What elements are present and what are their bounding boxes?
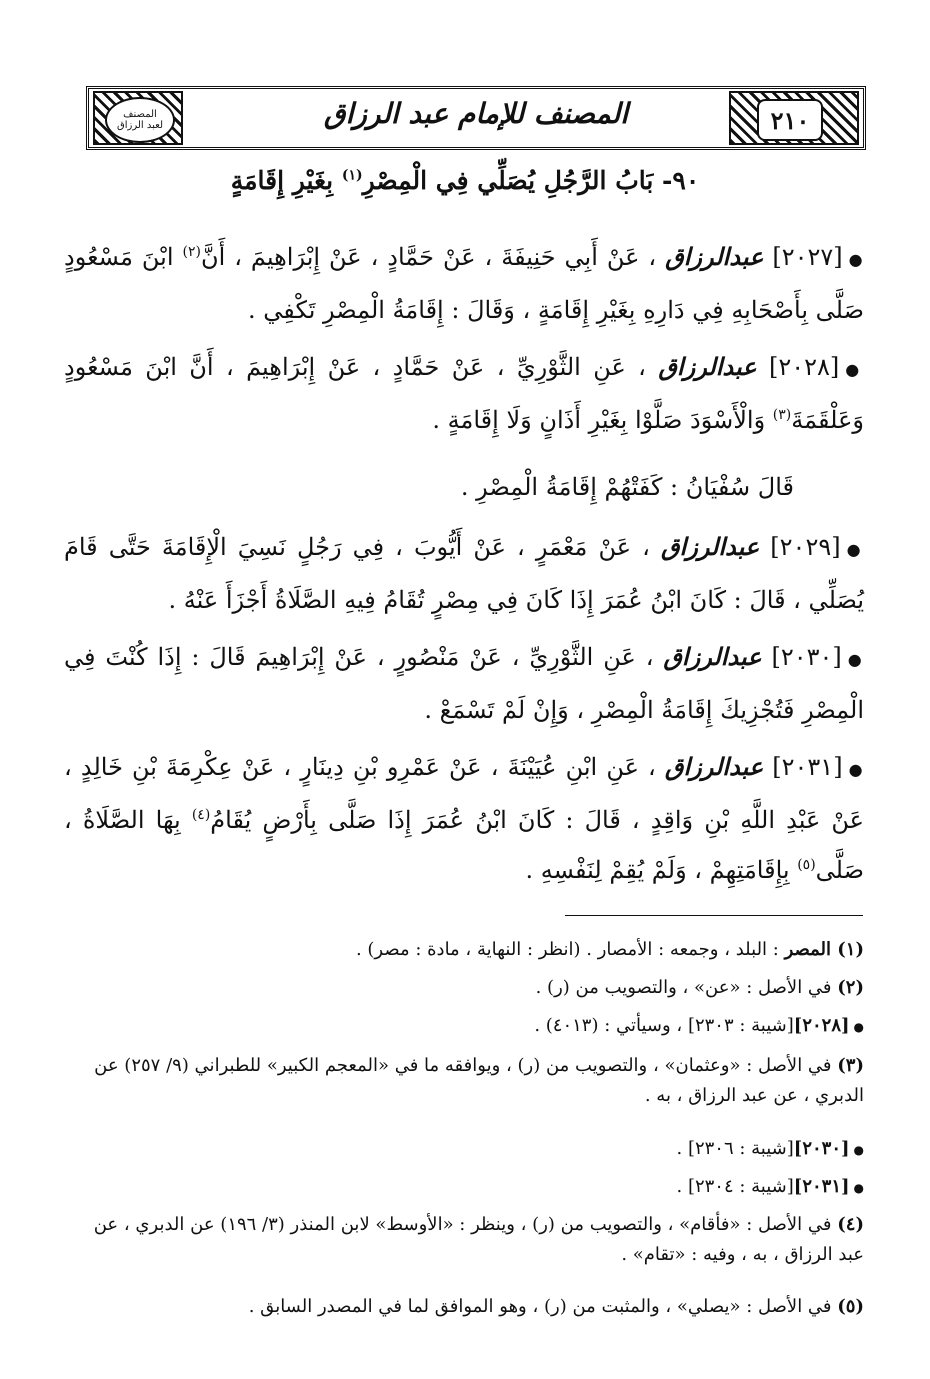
chapter-title-b: بِغَيْرِ إِقَامَةٍ — [230, 166, 342, 195]
emblem-ornament — [93, 91, 183, 145]
page-number: ٢١٠ — [770, 105, 810, 135]
bullet-icon: ● — [853, 1143, 864, 1157]
page-number-ornament — [729, 91, 859, 145]
footnote-ref: (٤) — [191, 807, 211, 823]
footnote — [64, 1051, 864, 1111]
emblem-line-2: لعبد الرزاق — [116, 120, 164, 131]
hadith-text-end: بِإِقَامَتِهِمْ ، وَلَمْ يُقِمْ لِنَفْسِهِ . — [525, 856, 798, 884]
page-number-frame — [757, 99, 823, 141]
sufyan-note: قَالَ سُفْيَانُ : كَفَتْهُمْ إِقَامَةُ الْمِصْرِ . — [460, 473, 794, 501]
bullet-icon: ● — [847, 650, 864, 669]
hadith-entry — [64, 342, 864, 445]
footnote-label: (٢) — [837, 977, 864, 998]
footnote-text: : البلد ، وجمعه : الأمصار . (انظر : النهاية ، مادة : مصر) . — [355, 939, 779, 960]
hadith-number: [٢٠٢٧] — [772, 243, 843, 271]
running-title: المصنف للإمام عبد الرزاق — [323, 97, 629, 130]
narrator: عبدالرزاق — [664, 752, 764, 781]
hadith-number: [٢٠٣٠] — [771, 643, 842, 671]
narrator: عبدالرزاق — [658, 352, 757, 381]
hadith-text-continued: وَالْأَسْوَدَ صَلَّوْا بِغَيْرِ أَذَانٍ وَلَا إِقَامَةٍ . — [432, 406, 773, 434]
footnote — [64, 1210, 864, 1270]
hadith-entry — [64, 232, 864, 335]
narrator: عبدالرزاق — [660, 532, 760, 561]
narrator: عبدالرزاق — [665, 242, 764, 271]
footnote-separator — [565, 915, 863, 916]
footnote-ref: (١) — [341, 167, 363, 184]
footnote-ref: (٥) — [797, 857, 816, 873]
footnote — [64, 973, 864, 1003]
bullet-icon: ● — [848, 250, 864, 269]
footnote-label: [٢٠٣٠] — [793, 1138, 850, 1159]
footnote-text: في الأصل : «عن» ، والتصويب من (ر) . — [535, 977, 832, 998]
footnote-label: [٢٠٢٨] — [793, 1015, 850, 1036]
hadith-number: [٢٠٢٨] — [768, 353, 840, 381]
page-header — [86, 86, 866, 150]
footnote-label: (٥) — [837, 1296, 864, 1317]
footnote-label: (٤) — [837, 1214, 864, 1235]
bullet-icon: ● — [848, 760, 864, 779]
footnote — [64, 1134, 864, 1165]
footnote-text: في الأصل : «وعثمان» ، والتصويب من (ر) ، ويوافقه ما في «المعجم الكبير» للطبراني (٩/ ٢٥٧) عن الدبري ، عن عبد الرزاق ، به . — [94, 1055, 864, 1106]
hadith-entry — [64, 522, 864, 625]
footnote-ref: (٢) — [182, 244, 201, 260]
bullet-icon: ● — [845, 360, 864, 379]
hadith-text: ، عَنِ ابْنِ عُيَيْنَةَ ، عَنْ عَمْرِو بْنِ دِينَارٍ ، عَنْ عِكْرِمَةَ بْنِ خَالِدٍ ، عَنْ عَبْدِ اللَّهِ بْنِ وَاقِدٍ ، قَالَ : كَانَ ابْنُ عُمَرَ إِذَا صَلَّى بِأَرْضٍ يُقَامُ — [64, 753, 864, 834]
footnote-text: [شيبة : ٢٣٠٦] . — [676, 1138, 794, 1159]
narrator: عبدالرزاق — [663, 642, 762, 671]
footnote — [64, 935, 864, 965]
hadith-number: [٢٠٣١] — [772, 753, 843, 781]
hadith-number: [٢٠٢٩] — [770, 533, 841, 561]
footnote-text: [شيبة : ٢٣٠٣] ، وسيأتي : (٤٠١٣) . — [534, 1015, 794, 1036]
emblem-line-1: المصنف — [123, 109, 157, 120]
footnote-label: (٣) — [837, 1055, 864, 1076]
chapter-title — [80, 166, 850, 195]
hadith-entry — [64, 742, 864, 895]
hadith-text-continued: ابْنَ مَسْعُودٍ صَلَّى بِأَصْحَابِهِ فِي دَارِهِ بِغَيْرِ إِقَامَةٍ ، وَقَالَ : إِقَامَةُ الْمِصْرِ تَكْفِي . — [64, 243, 864, 324]
emblem-seal — [105, 97, 175, 143]
hadith-entry — [64, 632, 864, 735]
chapter-title-a: ٩٠- بَابُ الرَّجُلِ يُصَلِّي فِي الْمِصْرِ — [362, 166, 700, 195]
hadith-text: ، عَنْ مَعْمَرٍ ، عَنْ أَيُّوبَ ، فِي رَجُلٍ نَسِيَ الْإِقَامَةَ حَتَّى قَامَ يُصَلِّي ، قَالَ : كَانَ ابْنُ عُمَرَ إِذَا كَانَ فِي مِصْرٍ تُقَامُ فِيهِ الصَّلَاةُ أَجْزَأَ عَنْهُ . — [64, 533, 864, 614]
footnote-ref: (٣) — [772, 407, 792, 423]
bullet-icon: ● — [846, 540, 864, 559]
bullet-icon: ● — [853, 1181, 864, 1195]
footnote-text: في الأصل : «يصلي» ، والمثبت من (ر) ، وهو الموافق لما في المصدر السابق . — [248, 1296, 832, 1317]
hadith-text: ، عَنْ أَبِي حَنِيفَةَ ، عَنْ حَمَّادٍ ، عَنْ إِبْرَاهِيمَ ، أَنَّ — [200, 243, 657, 271]
bullet-icon: ● — [853, 1020, 864, 1034]
footnote — [64, 1292, 864, 1322]
footnote — [64, 1011, 864, 1042]
footnote-label: [٢٠٣١] — [793, 1176, 850, 1197]
footnote-label: (١) المصر — [784, 939, 864, 960]
hadith-text: ، عَنِ الثَّوْرِيِّ ، عَنْ حَمَّادٍ ، عَنْ إِبْرَاهِيمَ ، أَنَّ ابْنَ مَسْعُودٍ وَعَلْقَمَةَ — [64, 353, 864, 434]
hadith-text: ، عَنِ الثَّوْرِيِّ ، عَنْ مَنْصُورٍ ، عَنْ إِبْرَاهِيمَ قَالَ : إِذَا كُنْتَ فِي الْمِصْرِ فَتُجْزِيكَ إِقَامَةُ الْمِصْرِ ، وَإِنْ لَمْ تَسْمَعْ . — [64, 643, 864, 724]
hadith-text-continued: بِهَا الصَّلَاةُ ، صَلَّى — [64, 806, 864, 884]
footnote-text: في الأصل : «فأقام» ، والتصويب من (ر) ، وينظر : «الأوسط» لابن المنذر (٣/ ١٩٦) عن الدبري ، عن عبد الرزاق ، به ، وفيه : «تقام» . — [93, 1214, 864, 1265]
footnote-text: [شيبة : ٢٣٠٤] . — [676, 1176, 794, 1197]
footnote — [64, 1172, 864, 1203]
